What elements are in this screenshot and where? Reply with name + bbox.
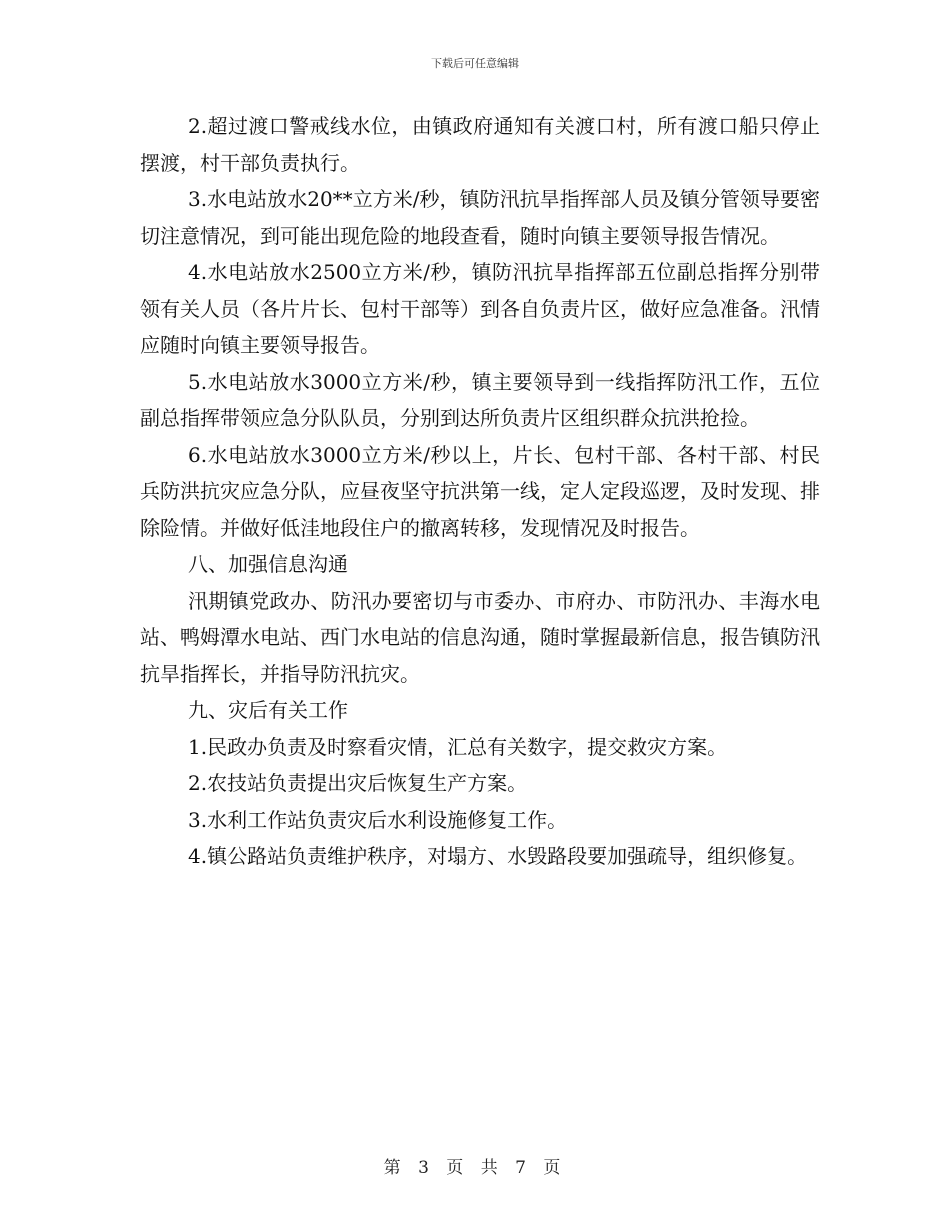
paragraph-item-2: 2.超过渡口警戒线水位，由镇政府通知有关渡口村，所有渡口船只停止摆渡，村干部负责执行。 bbox=[140, 114, 820, 175]
paragraph-item-5: 5.水电站放水3000立方米/秒，镇主要领导到一线指挥防汛工作，五位副总指挥带领应急分队队员，分别到达所负责片区组织群众抗洪抢捡。 bbox=[140, 369, 820, 430]
paragraph-post-disaster-1: 1.民政办负责及时察看灾情，汇总有关数字，提交救灾方案。 bbox=[188, 734, 728, 759]
paragraph-item-4: 4.水电站放水2500立方米/秒，镇防汛抗旱指挥部五位副总指挥分别带领有关人员（各片片长、包村干部等）到各自负责片区，做好应急准备。汛情应随时向镇主要领导报告。 bbox=[140, 260, 820, 357]
document-body bbox=[140, 108, 820, 875]
paragraph-post-disaster-4: 4.镇公路站负责维护秩序，对塌方、水毁路段要加强疏导，组织修复。 bbox=[188, 844, 808, 868]
paragraph-post-disaster-3: 3.水利工作站负责灾后水利设施修复工作。 bbox=[188, 807, 568, 832]
paragraph-info-communication: 汛期镇党政办、防汛办要密切与市委办、市府办、市防汛办、丰海水电站、鸭姆潭水电站、西门水电站的信息沟通，随时掌握最新信息，报告镇防汛抗旱指挥长，并指导防汛抗灾。 bbox=[140, 588, 820, 686]
paragraph-item-3: 3.水电站放水20**立方米/秒，镇防汛抗旱指挥部人员及镇分管领导要密切注意情况，到可能出现危险的地段查看，随时向镇主要领导报告情况。 bbox=[140, 187, 820, 248]
section-heading-8: 八、加强信息沟通 bbox=[188, 552, 348, 576]
section-heading-9: 九、灾后有关工作 bbox=[188, 698, 348, 722]
page-number-footer: 第 3 页 共 7 页 bbox=[383, 1158, 567, 1178]
page-header: 下载后可任意编辑 bbox=[431, 57, 519, 70]
paragraph-item-6: 6.水电站放水3000立方米/秒以上，片长、包村干部、各村干部、村民兵防洪抗灾应急分队，应昼夜坚守抗洪第一线，定人定段巡逻，及时发现、排除险情。并做好低洼地段住户的撤离转移，发现情况及时报告。 bbox=[140, 442, 820, 540]
paragraph-post-disaster-2: 2.农技站负责提出灾后恢复生产方案。 bbox=[188, 771, 528, 795]
